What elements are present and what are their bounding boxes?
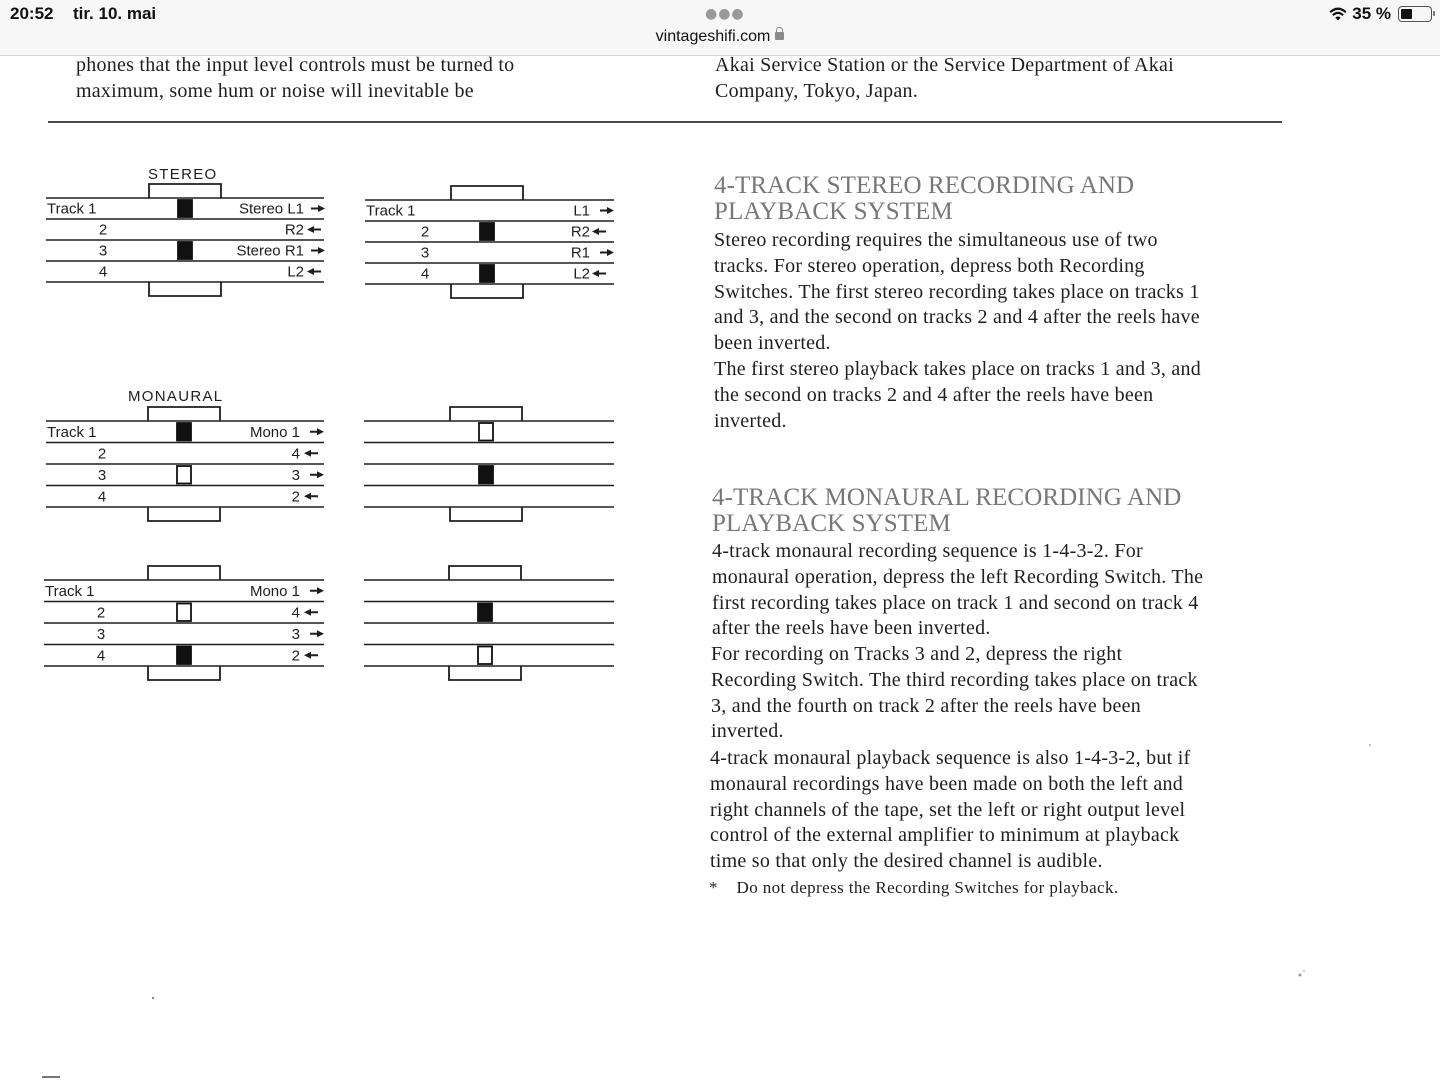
text-line: after the reels have been inverted. <box>712 617 991 640</box>
text-line: phones that the input level controls must be turned to <box>76 54 515 76</box>
text-line: right channels of the tape, set the left or right output level <box>710 798 1186 821</box>
track-label: Track 1 <box>47 423 97 441</box>
heading-line: 4-TRACK MONAURAL RECORDING AND <box>712 484 1182 511</box>
track-number: 4 <box>97 488 107 506</box>
channel-label: 3 <box>291 625 300 643</box>
text-line: 4-track monaural playback sequence is also 1-4-3-2, but if <box>710 747 1191 769</box>
text-line: tracks. For stereo operation, depress both Recording <box>714 254 1145 277</box>
heading-line: PLAYBACK SYSTEM <box>712 509 951 537</box>
channel-label: Stereo R1 <box>236 242 304 260</box>
text-line: inverted. <box>714 409 787 432</box>
channel-label: 2 <box>291 647 300 665</box>
text-line: and 3, and the second on tracks 2 and 4 after the reels have <box>714 306 1200 329</box>
text-line: Recording Switch. The third recording takes place on track <box>711 668 1198 691</box>
text-line: Akai Service Station or the Service Department of Akai <box>715 54 1174 76</box>
text-line: Switches. The first stereo recording takes place on tracks 1 <box>714 280 1200 303</box>
more-dots-icon[interactable]: ●●● <box>705 6 745 22</box>
channel-label: 3 <box>291 466 300 484</box>
track-label: Track 1 <box>45 582 95 600</box>
text-line: control of the external amplifier to minimum at playback <box>710 824 1180 847</box>
track-number: 2 <box>96 604 106 622</box>
footnote-marker: * <box>709 878 718 897</box>
track-number: 2 <box>98 221 108 239</box>
stereo-label: STEREO <box>148 166 218 183</box>
track-number: 2 <box>420 223 430 241</box>
track-number: 3 <box>97 466 107 484</box>
heading-line: PLAYBACK SYSTEM <box>714 197 953 225</box>
text-line: time so that only the desired channel is audible. <box>710 850 1103 873</box>
text-line: Company, Tokyo, Japan. <box>715 79 918 102</box>
text-line: 3, and the fourth on track 2 after the reels have been <box>711 694 1141 717</box>
text-line: inverted. <box>711 720 784 743</box>
channel-label: R2 <box>570 223 590 241</box>
footnote-text: Do not depress the Recording Switches for playback. <box>736 878 1119 897</box>
track-number: 4 <box>98 263 108 281</box>
battery-percent: 35 % <box>1352 4 1391 23</box>
url-text: vintageshifi.com <box>655 28 771 45</box>
track-label: Track 1 <box>47 200 97 218</box>
channel-label: 4 <box>291 604 300 622</box>
track-label: Track 1 <box>366 202 416 220</box>
text-line: been inverted. <box>714 332 831 355</box>
monaural-label: MONAURAL <box>128 388 224 405</box>
channel-label: 2 <box>291 488 300 506</box>
text-line: maximum, some hum or noise will inevitable be <box>76 79 474 102</box>
text-line: monaural operation, depress the left Recording Switch. The <box>712 565 1204 588</box>
channel-label: Mono 1 <box>249 582 300 600</box>
heading-line: 4-TRACK STEREO RECORDING AND <box>714 172 1135 199</box>
text-line: For recording on Tracks 3 and 2, depress the right <box>711 643 1123 665</box>
channel-label: L2 <box>573 265 590 283</box>
track-number: 3 <box>96 625 106 643</box>
channel-label: Mono 1 <box>249 423 300 441</box>
track-number: 4 <box>420 265 430 283</box>
channel-label: Stereo L1 <box>238 200 304 218</box>
text-line: The first stereo playback takes place on tracks 1 and 3, and <box>714 358 1202 380</box>
channel-label: R1 <box>570 244 590 262</box>
channel-label: L1 <box>573 202 590 220</box>
date: tir. 10. mai <box>73 4 157 23</box>
channel-label: R2 <box>284 221 304 239</box>
text-line: first recording takes place on track 1 and second on track 4 <box>712 591 1199 614</box>
text-line: the second on tracks 2 and 4 after the reels have been <box>714 383 1154 406</box>
clock: 20:52 <box>10 4 54 23</box>
channel-label: 4 <box>291 445 300 463</box>
track-number: 3 <box>420 244 430 262</box>
track-number: 2 <box>97 445 107 463</box>
track-number: 4 <box>96 647 106 665</box>
text-line: 4-track monaural recording sequence is 1-4-3-2. For <box>712 540 1143 562</box>
channel-label: L2 <box>287 263 304 281</box>
track-number: 3 <box>98 242 108 260</box>
text-line: Stereo recording requires the simultaneous use of two <box>714 229 1158 251</box>
text-line: monaural recordings have been made on both the left and <box>710 772 1184 795</box>
